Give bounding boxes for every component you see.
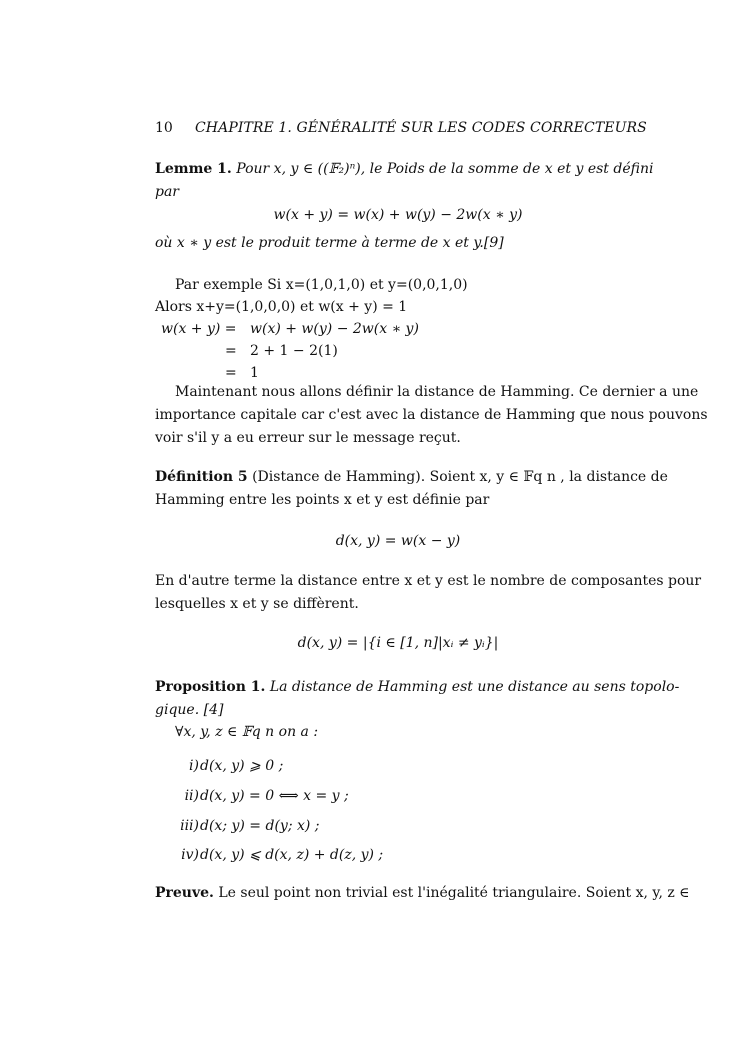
list-item-num: iii): [180, 818, 199, 834]
definition-label: Définition 5: [155, 469, 248, 485]
example-eq2-sign: =: [225, 343, 237, 359]
definition-line1: [155, 466, 668, 488]
example-eq-rhs2: 2 + 1 − 2(1): [250, 343, 338, 359]
paragraph1-line1: Maintenant nous allons définir la distance de Hamming. Ce dernier a une: [175, 384, 699, 400]
definition-title: (Distance de Hamming).: [252, 469, 426, 485]
paragraph1-line3: voir s'il y a eu erreur sur le message reçut.: [155, 430, 461, 446]
lemma-line2: par: [155, 184, 180, 200]
proof-text: Le seul point non trivial est l'inégalité triangulaire. Soient x, y, z ∈: [218, 885, 690, 901]
paragraph1-line2: importance capitale car c'est avec la distance de Hamming que nous pouvons: [155, 407, 708, 423]
definition-formula: d(x, y) = w(x − y): [335, 533, 461, 549]
paragraph2-line1: En d'autre terme la distance entre x et y est le nombre de composantes pour: [155, 573, 702, 589]
proposition-forall: ∀x, y, z ∈ 𝔽q n on a :: [175, 724, 319, 740]
running-title: CHAPITRE 1. GÉNÉRALITÉ SUR LES CODES CORRECTEURS: [195, 120, 647, 136]
lemma-label: Lemme 1.: [155, 161, 232, 177]
lemma-formula: w(x + y) = w(x) + w(y) − 2w(x ∗ y): [273, 207, 523, 223]
paragraph2-line2: lesquelles x et y se diffèrent.: [155, 596, 359, 612]
proof-line: [155, 882, 690, 904]
list-item-num: ii): [184, 788, 199, 804]
lemma-line1: [155, 158, 654, 180]
paragraph2-formula: d(x, y) = |{i ∈ [1, n]|xᵢ ≠ yᵢ}|: [297, 635, 499, 651]
list-item: d(x, y) = 0 ⟺ x = y ;: [200, 788, 349, 804]
proposition-line2: gique. [4]: [155, 702, 224, 718]
list-item: d(x, y) ⩽ d(x, z) + d(z, y) ;: [200, 847, 384, 863]
proposition-statement: La distance de Hamming est une distance au sens topolo-: [269, 679, 680, 695]
definition-line2: Hamming entre les points x et y est définie par: [155, 492, 490, 508]
example-eq-rhs3: 1: [250, 365, 259, 381]
list-item-num: i): [189, 758, 199, 774]
example-eq3-sign: =: [225, 365, 237, 381]
list-item: d(x, y) ⩾ 0 ;: [200, 758, 284, 774]
proposition-label: Proposition 1.: [155, 679, 266, 695]
list-item: d(x; y) = d(y; x) ;: [200, 818, 320, 834]
proposition-line1: [155, 676, 680, 698]
example-line2: Alors x+y=(1,0,0,0) et w(x + y) = 1: [155, 299, 408, 315]
page-number: 10: [155, 120, 173, 136]
example-eq-rhs1: w(x) + w(y) − 2w(x ∗ y): [250, 321, 419, 337]
example-line1: Par exemple Si x=(1,0,1,0) et y=(0,0,1,0): [175, 277, 468, 293]
list-item-num: iv): [181, 847, 199, 863]
lemma-note: où x ∗ y est le produit terme à terme de x et y.[9]: [155, 235, 504, 251]
lemma-statement: Pour x, y ∈ ((𝔽₂)ⁿ), le Poids de la somme de x et y est défini: [236, 161, 654, 177]
example-eq-lhs: w(x + y) =: [161, 321, 237, 337]
definition-statement: Soient x, y ∈ 𝔽q n , la distance de: [429, 469, 668, 485]
proof-label: Preuve.: [155, 885, 214, 901]
